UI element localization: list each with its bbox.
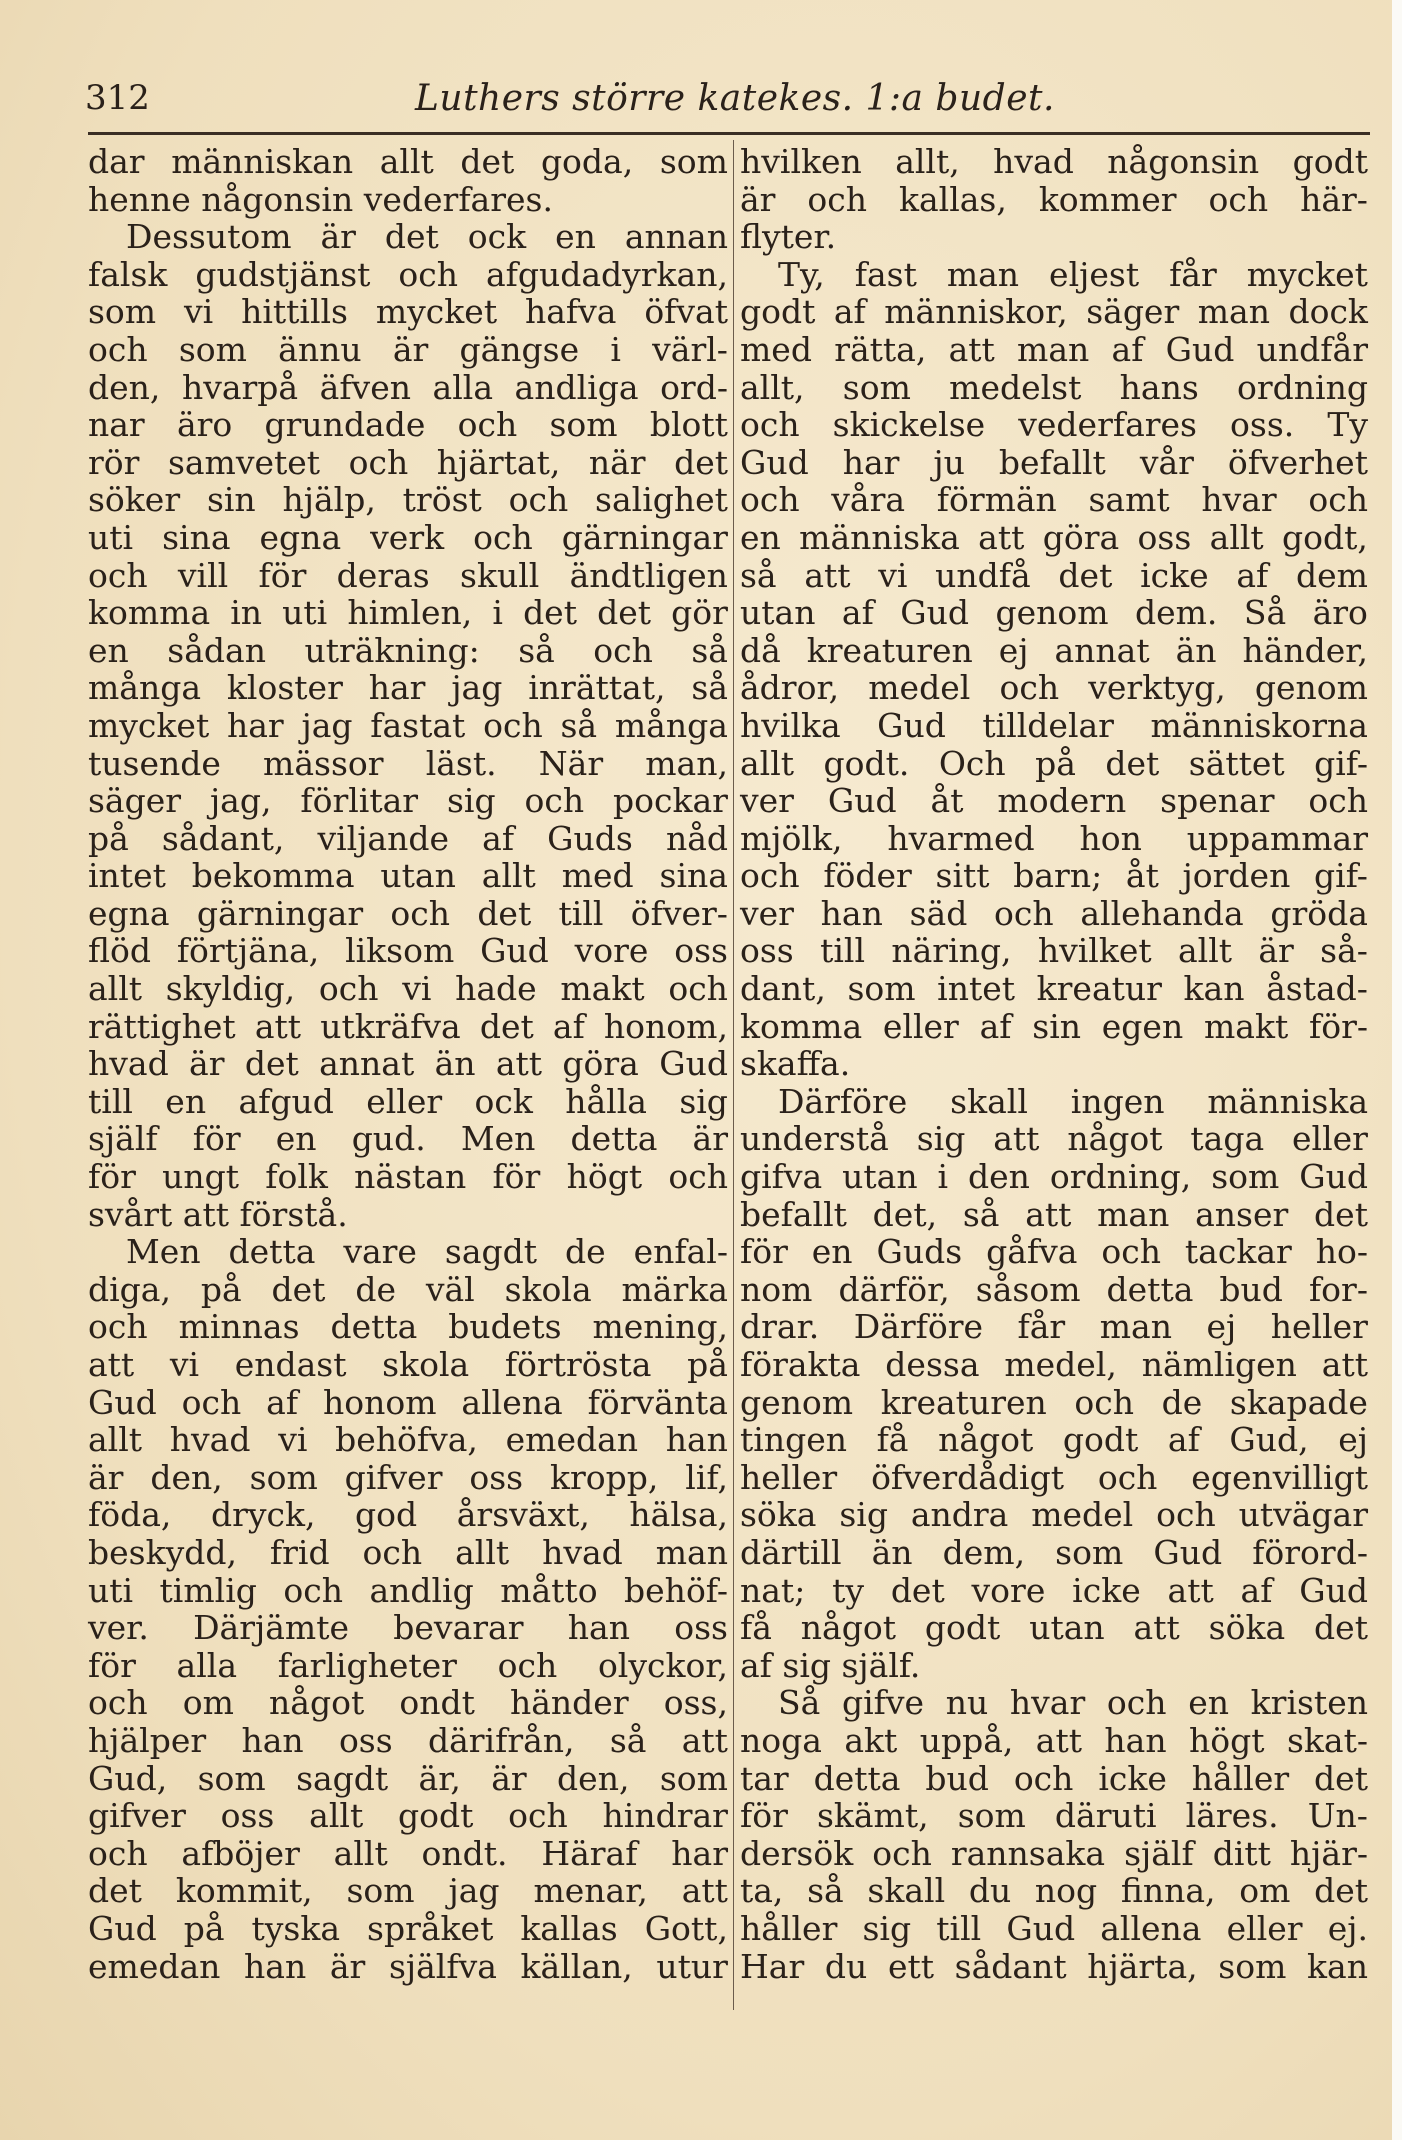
- text-line: och våra förmän samt hvar och: [740, 480, 1368, 520]
- text-line: allt godt. Och på det sättet gif-: [740, 743, 1368, 783]
- text-line: noga akt uppå, att han högt skat-: [740, 1720, 1368, 1760]
- text-line: nat; ty det vore icke att af Gud: [740, 1570, 1368, 1610]
- text-line: Gud har ju befallt vår öfverhet: [740, 442, 1368, 482]
- text-line: själf för en gud. Men detta är: [88, 1119, 728, 1159]
- text-line: håller sig till Gud allena eller ej.: [740, 1908, 1368, 1948]
- text-line: drar. Därföre får man ej heller: [740, 1307, 1368, 1347]
- text-line: dant, som intet kreatur kan åstad-: [740, 969, 1368, 1009]
- text-line: och vill för deras skull ändtligen: [88, 555, 728, 595]
- text-line: komma eller af sin egen makt för-: [740, 1006, 1368, 1046]
- text-line: och föder sitt barn; åt jorden gif-: [740, 856, 1368, 896]
- text-line: att vi endast skola förtrösta på: [88, 1345, 728, 1384]
- text-line: mycket har jag fastat och så många: [88, 705, 728, 745]
- left-column: [88, 143, 728, 1985]
- text-line: diga, på det de väl skola märka: [88, 1269, 728, 1309]
- text-line: svårt att förstå.: [88, 1194, 348, 1234]
- text-line: utan af Gud genom dem. Så äro: [740, 593, 1368, 633]
- text-line: uti timlig och andlig måtto behöf-: [88, 1570, 728, 1610]
- text-line: allt hvad vi behöfva, emedan han: [88, 1420, 728, 1460]
- text-line: Gud och af honom allena förvänta: [88, 1382, 728, 1422]
- text-line: och som ännu är gängse i värl-: [88, 329, 728, 369]
- text-line: hvilken allt, hvad någonsin godt: [740, 142, 1368, 181]
- text-line: ådror, medel och verktyg, genom: [740, 668, 1368, 708]
- text-line: många kloster har jag inrättat, så: [88, 668, 728, 708]
- text-line: dar människan allt det goda, som: [88, 142, 728, 181]
- text-line: för alla farligheter och olyckor,: [88, 1645, 728, 1685]
- page-number: 312: [85, 78, 150, 118]
- text-line: heller öfverdådigt och egenvilligt: [740, 1457, 1368, 1497]
- text-line: då kreaturen ej annat än händer,: [740, 630, 1368, 670]
- text-line: henne någonsin vederfares.: [88, 179, 553, 219]
- text-line: med rätta, att man af Gud undfår: [740, 329, 1368, 369]
- text-line: söker sin hjälp, tröst och salighet: [88, 480, 728, 520]
- text-line: flöd förtjäna, liksom Gud vore oss: [88, 931, 728, 971]
- text-line: tingen få något godt af Gud, ej: [740, 1420, 1368, 1460]
- text-line: den, hvarpå äfven alla andliga ord-: [88, 367, 728, 407]
- text-line: dersök och rannsaka själf ditt hjär-: [740, 1833, 1368, 1873]
- text-line: Gud, som sagdt är, är den, som: [88, 1758, 728, 1798]
- text-line: en sådan uträkning: så och så: [88, 630, 728, 670]
- text-line: intet bekomma utan allt med sina: [88, 856, 728, 896]
- text-line: föda, dryck, god årsväxt, hälsa,: [88, 1495, 728, 1535]
- text-line: nom därför, såsom detta bud for-: [740, 1269, 1368, 1309]
- text-line: till en afgud eller ock hålla sig: [88, 1081, 728, 1121]
- text-line: en människa att göra oss allt godt,: [740, 517, 1368, 557]
- text-line: falsk gudstjänst och afgudadyrkan,: [88, 254, 728, 294]
- text-line: ta, så skall du nog finna, om det: [740, 1871, 1368, 1911]
- text-line: ver Gud åt modern spenar och: [740, 781, 1368, 821]
- text-line: och minnas detta budets mening,: [88, 1307, 728, 1347]
- text-line: skaffa.: [740, 1044, 851, 1084]
- text-line: tar detta bud och icke håller det: [740, 1758, 1368, 1798]
- text-line: därtill än dem, som Gud förord-: [740, 1532, 1368, 1572]
- page-header: [85, 72, 1370, 132]
- text-line: för skämt, som däruti läres. Un-: [740, 1796, 1368, 1836]
- right-column: [740, 143, 1368, 1985]
- text-line: för ungt folk nästan för högt och: [88, 1157, 728, 1197]
- text-line: rör samvetet och hjärtat, när det: [88, 442, 728, 482]
- text-line: gifver oss allt godt och hindrar: [88, 1796, 728, 1836]
- text-line: understå sig att något taga eller: [740, 1119, 1368, 1159]
- text-line: godt af människor, säger man dock: [740, 292, 1368, 332]
- running-title: Luthers större katekes. 1:a budet.: [415, 78, 1055, 119]
- text-line: Men detta vare sagdt de enfal-: [126, 1232, 728, 1272]
- text-line: gifva utan i den ordning, som Gud: [740, 1157, 1368, 1197]
- text-line: allt skyldig, och vi hade makt och: [88, 969, 728, 1009]
- text-line: mjölk, hvarmed hon uppammar: [740, 818, 1368, 858]
- text-line: hvilka Gud tilldelar människorna: [740, 705, 1368, 745]
- text-line: säger jag, förlitar sig och pockar: [88, 781, 728, 821]
- text-line: genom kreaturen och de skapade: [740, 1382, 1368, 1422]
- text-line: Ty, fast man eljest får mycket: [778, 254, 1368, 294]
- header-rule: [88, 132, 1370, 135]
- column-divider: [733, 140, 734, 2010]
- page-edge: [1392, 0, 1402, 2140]
- text-line: oss till näring, hvilket allt är så-: [740, 931, 1368, 971]
- text-line: hjälper han oss därifrån, så att: [88, 1720, 728, 1760]
- text-line: Dessutom är det ock en annan: [126, 217, 728, 257]
- text-line: så att vi undfå det icke af dem: [740, 555, 1368, 595]
- text-line: uti sina egna verk och gärningar: [88, 517, 728, 557]
- text-line: förakta dessa medel, nämligen att: [740, 1345, 1368, 1384]
- text-line: är den, som gifver oss kropp, lif,: [88, 1457, 728, 1497]
- text-line: och skickelse vederfares oss. Ty: [740, 405, 1368, 445]
- text-line: hvad är det annat än att göra Gud: [88, 1044, 728, 1084]
- text-line: rättighet att utkräfva det af honom,: [88, 1006, 728, 1046]
- text-line: egna gärningar och det till öfver-: [88, 893, 728, 933]
- text-line: och om något ondt händer oss,: [88, 1683, 728, 1723]
- text-line: beskydd, frid och allt hvad man: [88, 1532, 728, 1572]
- text-line: som vi hittills mycket hafva öfvat: [88, 292, 728, 332]
- text-line: är och kallas, kommer och här-: [740, 179, 1368, 219]
- text-line: af sig själf.: [740, 1645, 921, 1685]
- text-line: tusende mässor läst. När man,: [88, 743, 728, 783]
- text-line: få något godt utan att söka det: [740, 1608, 1368, 1648]
- text-line: ver. Därjämte bevarar han oss: [88, 1608, 728, 1648]
- text-line: Gud på tyska språket kallas Gott,: [88, 1908, 728, 1948]
- text-line: komma in uti himlen, i det det gör: [88, 593, 728, 633]
- text-line: det kommit, som jag menar, att: [88, 1871, 728, 1911]
- text-line: emedan han är själfva källan, utur: [88, 1946, 728, 1986]
- text-line: flyter.: [740, 217, 837, 257]
- text-line: på sådant, viljande af Guds nåd: [88, 818, 728, 858]
- text-line: och afböjer allt ondt. Häraf har: [88, 1833, 728, 1873]
- text-line: Därföre skall ingen människa: [778, 1081, 1368, 1121]
- text-line: nar äro grundade och som blott: [88, 405, 728, 445]
- text-line: allt, som medelst hans ordning: [740, 367, 1368, 407]
- text-line: Har du ett sådant hjärta, som kan: [740, 1946, 1368, 1986]
- text-line: Så gifve nu hvar och en kristen: [778, 1683, 1368, 1723]
- text-line: befallt det, så att man anser det: [740, 1194, 1368, 1234]
- text-line: för en Guds gåfva och tackar ho-: [740, 1232, 1368, 1272]
- text-line: söka sig andra medel och utvägar: [740, 1495, 1368, 1535]
- text-line: ver han säd och allehanda gröda: [740, 893, 1368, 933]
